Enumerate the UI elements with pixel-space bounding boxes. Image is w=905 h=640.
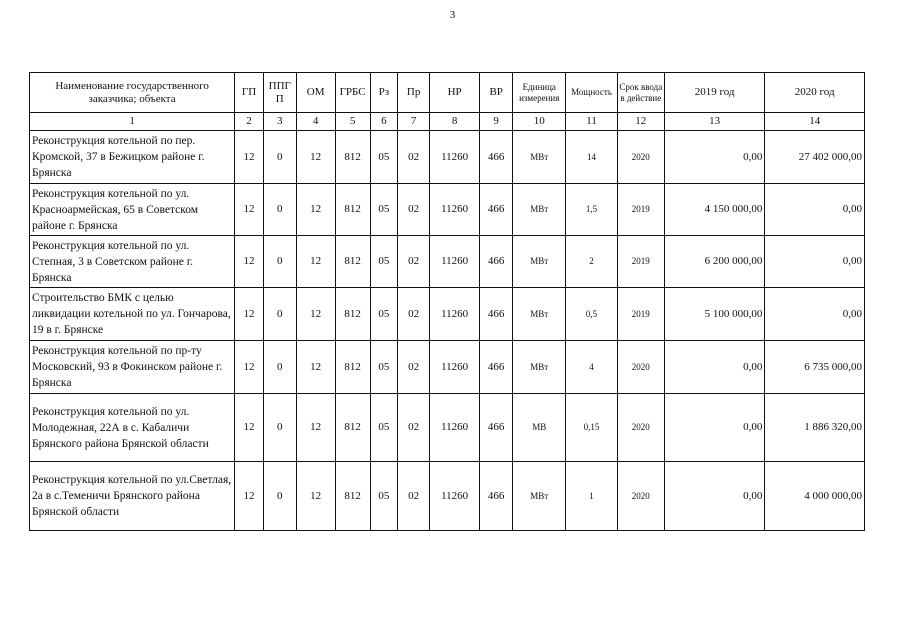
header-grbs: ГРБС	[335, 73, 370, 113]
cell-2019: 6 200 000,00	[664, 236, 765, 288]
cell-pr: 02	[398, 184, 430, 236]
cell-pr: 02	[398, 394, 430, 462]
cell-unit: МВт	[513, 236, 566, 288]
cell-pr: 02	[398, 236, 430, 288]
cell-rz: 05	[370, 131, 398, 184]
column-number: 12	[617, 113, 664, 131]
column-number: 7	[398, 113, 430, 131]
column-number: 11	[566, 113, 617, 131]
column-number: 3	[263, 113, 296, 131]
table-header	[30, 73, 865, 131]
column-number: 13	[664, 113, 765, 131]
cell-om: 12	[296, 462, 335, 531]
column-number: 5	[335, 113, 370, 131]
cell-term: 2020	[617, 394, 664, 462]
header-nr: НР	[430, 73, 480, 113]
cell-nr: 11260	[430, 236, 480, 288]
cell-term: 2019	[617, 288, 664, 341]
cell-rz: 05	[370, 236, 398, 288]
cell-rz: 05	[370, 341, 398, 394]
cell-ppgp: 0	[263, 288, 296, 341]
cell-nr: 11260	[430, 462, 480, 531]
header-rz: Рз	[370, 73, 398, 113]
cell-nr: 11260	[430, 184, 480, 236]
cell-unit: МВт	[513, 341, 566, 394]
column-number: 6	[370, 113, 398, 131]
table-row	[30, 341, 865, 394]
cell-om: 12	[296, 184, 335, 236]
object-name: Реконструкция котельной по ул.Светлая, 2а в с.Теменичи Брянского района Брянской области	[30, 462, 235, 531]
table-row	[30, 394, 865, 462]
cell-grbs: 812	[335, 462, 370, 531]
table-row	[30, 184, 865, 236]
object-name: Реконструкция котельной по ул. Степная, 3 в Советском районе г. Брянска	[30, 236, 235, 288]
object-name: Реконструкция котельной по ул. Красноармейская, 65 в Советском районе г. Брянска	[30, 184, 235, 236]
cell-2020: 0,00	[765, 236, 865, 288]
column-number: 4	[296, 113, 335, 131]
header-2019: 2019 год	[664, 73, 765, 113]
cell-2019: 0,00	[664, 462, 765, 531]
cell-vr: 466	[480, 462, 513, 531]
cell-ppgp: 0	[263, 462, 296, 531]
cell-rz: 05	[370, 288, 398, 341]
cell-grbs: 812	[335, 341, 370, 394]
cell-2020: 0,00	[765, 288, 865, 341]
header-om: ОМ	[296, 73, 335, 113]
column-number: 1	[30, 113, 235, 131]
cell-rz: 05	[370, 394, 398, 462]
header-vr: ВР	[480, 73, 513, 113]
cell-rz: 05	[370, 462, 398, 531]
cell-nr: 11260	[430, 341, 480, 394]
cell-gp: 12	[235, 184, 264, 236]
cell-gp: 12	[235, 288, 264, 341]
cell-vr: 466	[480, 184, 513, 236]
table-row	[30, 462, 865, 531]
cell-ppgp: 0	[263, 184, 296, 236]
header-term: Срок ввода в действие	[617, 73, 664, 113]
cell-ppgp: 0	[263, 341, 296, 394]
header-unit: Единица измерения	[513, 73, 566, 113]
cell-term: 2019	[617, 236, 664, 288]
cell-grbs: 812	[335, 288, 370, 341]
cell-grbs: 812	[335, 131, 370, 184]
cell-2020: 1 886 320,00	[765, 394, 865, 462]
table-row	[30, 288, 865, 341]
cell-gp: 12	[235, 462, 264, 531]
cell-gp: 12	[235, 131, 264, 184]
cell-2019: 0,00	[664, 394, 765, 462]
cell-grbs: 812	[335, 236, 370, 288]
cell-grbs: 812	[335, 394, 370, 462]
column-number-row	[30, 113, 865, 131]
cell-2019: 5 100 000,00	[664, 288, 765, 341]
objects-table	[29, 72, 865, 531]
cell-power: 0,15	[566, 394, 617, 462]
page-number: 3	[449, 9, 456, 21]
cell-term: 2020	[617, 462, 664, 531]
cell-nr: 11260	[430, 288, 480, 341]
cell-rz: 05	[370, 184, 398, 236]
cell-pr: 02	[398, 462, 430, 531]
cell-om: 12	[296, 341, 335, 394]
cell-gp: 12	[235, 394, 264, 462]
column-number: 2	[235, 113, 264, 131]
cell-gp: 12	[235, 236, 264, 288]
column-number: 10	[513, 113, 566, 131]
cell-2020: 27 402 000,00	[765, 131, 865, 184]
cell-ppgp: 0	[263, 236, 296, 288]
table-row	[30, 236, 865, 288]
object-name: Реконструкция котельной по ул. Молодежная, 22А в с. Кабаличи Брянского района Брянской области	[30, 394, 235, 462]
cell-vr: 466	[480, 131, 513, 184]
cell-pr: 02	[398, 341, 430, 394]
cell-2019: 0,00	[664, 341, 765, 394]
table-body	[30, 131, 865, 531]
cell-2020: 6 735 000,00	[765, 341, 865, 394]
column-number: 8	[430, 113, 480, 131]
cell-pr: 02	[398, 131, 430, 184]
header-ppgp: ППГ П	[263, 73, 296, 113]
header-gp: ГП	[235, 73, 264, 113]
column-number: 14	[765, 113, 865, 131]
cell-unit: МВт	[513, 288, 566, 341]
cell-gp: 12	[235, 341, 264, 394]
cell-vr: 466	[480, 394, 513, 462]
cell-pr: 02	[398, 288, 430, 341]
table-row	[30, 131, 865, 184]
object-name: Строительство БМК с целью ликвидации котельной по ул. Гончарова, 19 в г. Брянске	[30, 288, 235, 341]
header-pr: Пр	[398, 73, 430, 113]
cell-ppgp: 0	[263, 394, 296, 462]
cell-term: 2020	[617, 131, 664, 184]
cell-nr: 11260	[430, 394, 480, 462]
cell-unit: МВт	[513, 131, 566, 184]
cell-2020: 4 000 000,00	[765, 462, 865, 531]
cell-power: 1,5	[566, 184, 617, 236]
cell-ppgp: 0	[263, 131, 296, 184]
header-name: Наименование государственного заказчика; объекта	[30, 73, 235, 113]
cell-grbs: 812	[335, 184, 370, 236]
column-number: 9	[480, 113, 513, 131]
cell-2019: 0,00	[664, 131, 765, 184]
header-2020: 2020 год	[765, 73, 865, 113]
object-name: Реконструкция котельной по пер. Кромской, 37 в Бежицком районе г. Брянска	[30, 131, 235, 184]
cell-unit: МВ	[513, 394, 566, 462]
cell-power: 14	[566, 131, 617, 184]
cell-vr: 466	[480, 341, 513, 394]
cell-unit: МВт	[513, 462, 566, 531]
cell-vr: 466	[480, 236, 513, 288]
cell-om: 12	[296, 131, 335, 184]
cell-om: 12	[296, 288, 335, 341]
cell-power: 2	[566, 236, 617, 288]
cell-om: 12	[296, 394, 335, 462]
cell-2020: 0,00	[765, 184, 865, 236]
object-name: Реконструкция котельной по пр-ту Московский, 93 в Фокинском районе г. Брянска	[30, 341, 235, 394]
cell-term: 2020	[617, 341, 664, 394]
cell-power: 4	[566, 341, 617, 394]
header-power: Мощность	[566, 73, 617, 113]
cell-om: 12	[296, 236, 335, 288]
cell-power: 1	[566, 462, 617, 531]
cell-2019: 4 150 000,00	[664, 184, 765, 236]
cell-unit: МВт	[513, 184, 566, 236]
cell-term: 2019	[617, 184, 664, 236]
cell-nr: 11260	[430, 131, 480, 184]
cell-power: 0,5	[566, 288, 617, 341]
cell-vr: 466	[480, 288, 513, 341]
